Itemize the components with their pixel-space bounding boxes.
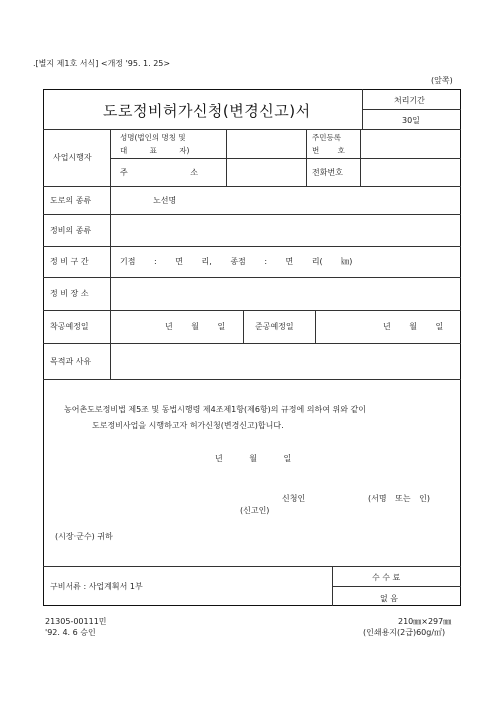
place-label: 정 비 장 소 xyxy=(50,289,89,298)
processing-period-value: 30일 xyxy=(402,116,420,125)
divider xyxy=(306,129,307,186)
paper-size: 210㎜×297㎜ xyxy=(398,617,452,626)
form-title: 도로정비허가신청(변경신고)서 xyxy=(103,102,311,120)
divider xyxy=(43,343,461,344)
address-label: 주 소 xyxy=(120,168,198,177)
divider xyxy=(362,109,461,110)
divider xyxy=(360,129,361,186)
rrn-label-line2: 번 호 xyxy=(312,146,345,155)
end-date-label: 준공예정일 xyxy=(255,322,294,331)
divider xyxy=(110,158,461,159)
operator-label: 사업시행자 xyxy=(53,153,92,162)
end-date-value: 년 월 일 xyxy=(383,322,444,331)
divider xyxy=(43,246,461,247)
start-date-label: 착공예정일 xyxy=(50,322,89,331)
section-label: 정 비 구 간 xyxy=(50,257,89,266)
divider xyxy=(332,586,461,587)
signature-label: (서명 또는 인) xyxy=(368,494,430,503)
divider xyxy=(43,277,461,278)
front-page-mark: (앞쪽) xyxy=(431,76,453,85)
maintenance-type-label: 정비의 종류 xyxy=(50,226,92,235)
form-reference: .[별지 제1호 서식] <개정 '95. 1. 25> xyxy=(33,59,171,68)
form-code: 21305-00111민 xyxy=(45,617,107,626)
divider xyxy=(226,129,227,186)
divider xyxy=(43,214,461,215)
statement-line2: 도로정비사업을 시행하고자 허가신청(변경신고)합니다. xyxy=(92,421,284,430)
addressee: (시장·군수) 귀하 xyxy=(55,532,113,541)
name-label-line2: 대 표 자) xyxy=(120,146,190,155)
fee-label: 수 수 료 xyxy=(372,573,401,582)
start-date-value: 년 월 일 xyxy=(165,322,226,331)
divider xyxy=(315,310,316,343)
divider xyxy=(43,566,461,567)
statement-line1: 농어촌도로정비법 제5조 및 동법시행령 제4조제1항(제6항)의 규정에 의하여 위와 같이 xyxy=(64,405,366,414)
rrn-label-line1: 주민등록 xyxy=(312,133,341,142)
divider xyxy=(43,129,461,130)
purpose-label: 목적과 사유 xyxy=(50,357,92,366)
paper-spec: (인쇄용지(2급)60g/㎡) xyxy=(363,628,446,637)
road-type-label: 도로의 종류 xyxy=(50,196,92,205)
divider xyxy=(332,566,333,606)
date-line: 년 월 일 xyxy=(215,454,292,463)
reporter-label: (신고인) xyxy=(240,506,270,515)
fee-value: 없 음 xyxy=(380,594,398,603)
required-documents: 구비서류 : 사업계획서 1부 xyxy=(50,582,143,591)
divider xyxy=(243,310,244,343)
section-value: 기점 : 면 리, 종점 : 면 리( ㎞) xyxy=(120,257,353,266)
divider xyxy=(43,310,461,311)
name-label-line1: 성명(법인의 명칭 및 xyxy=(120,133,186,142)
approval-date: '92. 4. 6 승인 xyxy=(45,628,96,637)
divider xyxy=(362,89,363,129)
divider xyxy=(43,186,461,187)
divider xyxy=(43,379,461,380)
phone-label: 전화번호 xyxy=(312,168,343,177)
form-frame xyxy=(43,89,461,606)
divider xyxy=(110,129,111,379)
processing-period-label: 처리기간 xyxy=(394,96,425,105)
road-type-value: 노선명 xyxy=(153,196,177,205)
applicant-label: 신청인 xyxy=(282,494,306,503)
